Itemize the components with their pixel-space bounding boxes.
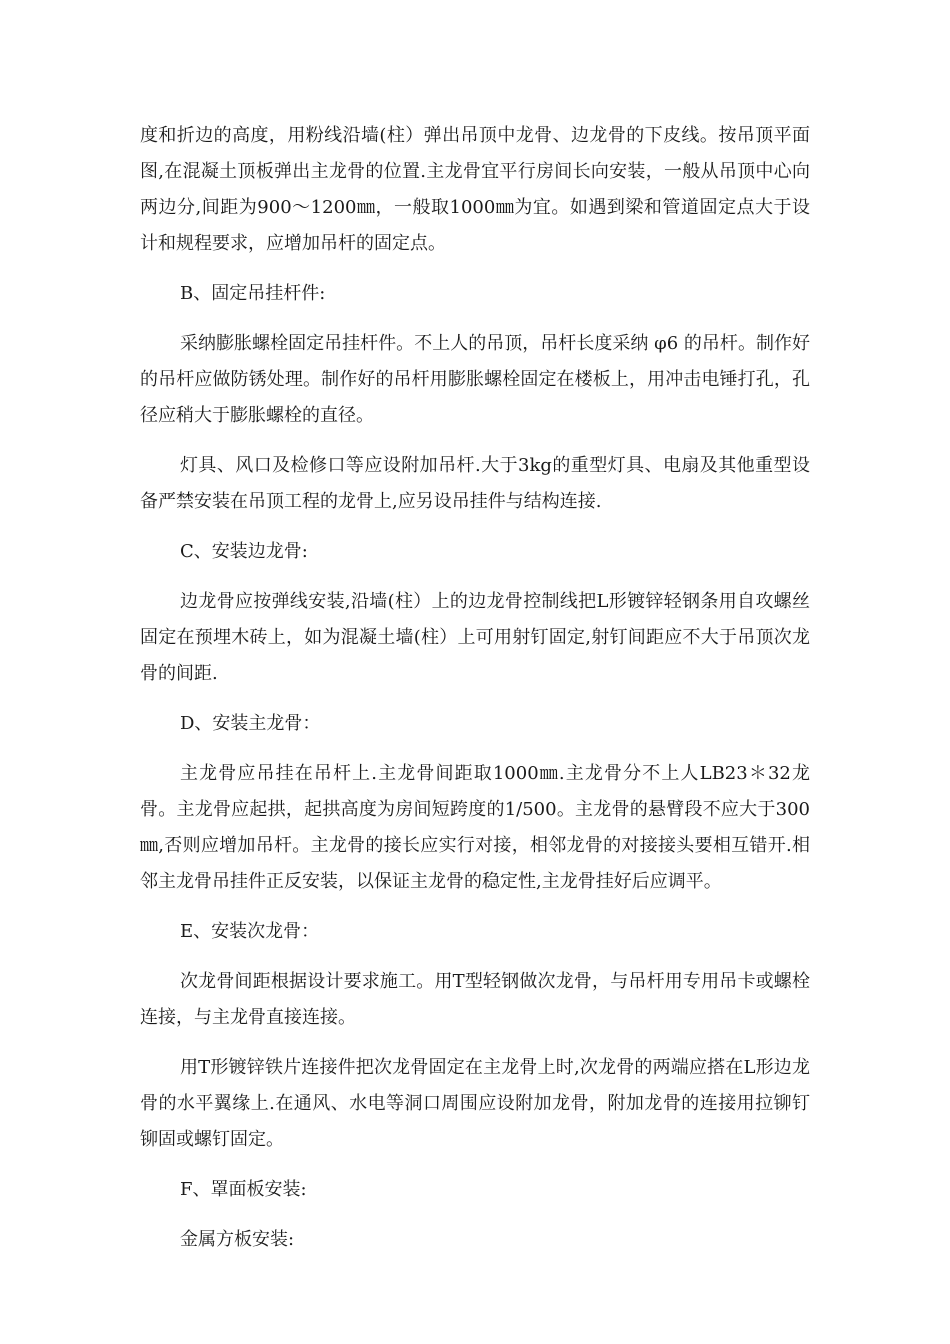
heading-install-edge-keel: C、安装边龙骨: <box>180 541 308 562</box>
heading-metal-panel-install: 金属方板安装: <box>180 1229 295 1250</box>
paragraph-additional-hangers: 灯具、风口及检修口等应设附加吊杆.大于3kg的重型灯具、电扇及其他重型设备严禁安装在吊顶工程的龙骨上,应另设吊挂件与结构连接. <box>140 455 810 512</box>
heading-fix-hanger-rods: B、固定吊挂杆件: <box>180 283 326 304</box>
heading-cover-panel-install: F、罩面板安装: <box>180 1179 307 1200</box>
paragraph-secondary-keel-connection: 用T形镀锌铁片连接件把次龙骨固定在主龙骨上时,次龙骨的两端应搭在L形边龙骨的水平翼缘上.在通风、水电等洞口周围应设附加龙骨，附加龙骨的连接用拉铆钉铆固或螺钉固定。 <box>140 1057 810 1150</box>
paragraph-edge-keel: 边龙骨应按弹线安装,沿墙(柱）上的边龙骨控制线把L形镀锌轻钢条用自攻螺丝固定在预埋木砖上，如为混凝土墙(柱）上可用射钉固定,射钉间距应不大于吊顶次龙骨的间距. <box>140 591 810 684</box>
document-body <box>140 118 810 1272</box>
heading-install-main-keel: D、安装主龙骨： <box>180 713 321 734</box>
paragraph-hanger-rods: 采纳膨胀螺栓固定吊挂杆件。不上人的吊顶，吊杆长度采纳 φ6 的吊杆。制作好的吊杆应做防锈处理。制作好的吊杆用膨胀螺栓固定在楼板上，用冲击电锤打孔，孔径应稍大于膨胀螺栓的直径。 <box>140 333 810 426</box>
paragraph-ceiling-layout: 度和折边的高度，用粉线沿墙(柱）弹出吊顶中龙骨、边龙骨的下皮线。按吊顶平面图,在混凝土顶板弹出主龙骨的位置.主龙骨宜平行房间长向安装，一般从吊顶中心向两边分,间距为900～1200㎜，一般取1000㎜为宜。如遇到梁和管道固定点大于设计和规程要求，应增加吊杆的固定点。 <box>140 125 810 254</box>
heading-install-secondary-keel: E、安装次龙骨： <box>180 921 320 942</box>
paragraph-secondary-keel: 次龙骨间距根据设计要求施工。用T型轻钢做次龙骨，与吊杆用专用吊卡或螺栓连接，与主龙骨直接连接。 <box>140 971 810 1028</box>
paragraph-main-keel: 主龙骨应吊挂在吊杆上.主龙骨间距取1000㎜.主龙骨分不上人LB23＊32龙骨。主龙骨应起拱，起拱高度为房间短跨度的1/500。主龙骨的悬臂段不应大于300㎜,否则应增加吊杆。主龙骨的接长应实行对接，相邻龙骨的对接接头要相互错开.相邻主龙骨吊挂件正反安装，以保证主龙骨的稳定性,主龙骨挂好后应调平。 <box>140 763 810 892</box>
